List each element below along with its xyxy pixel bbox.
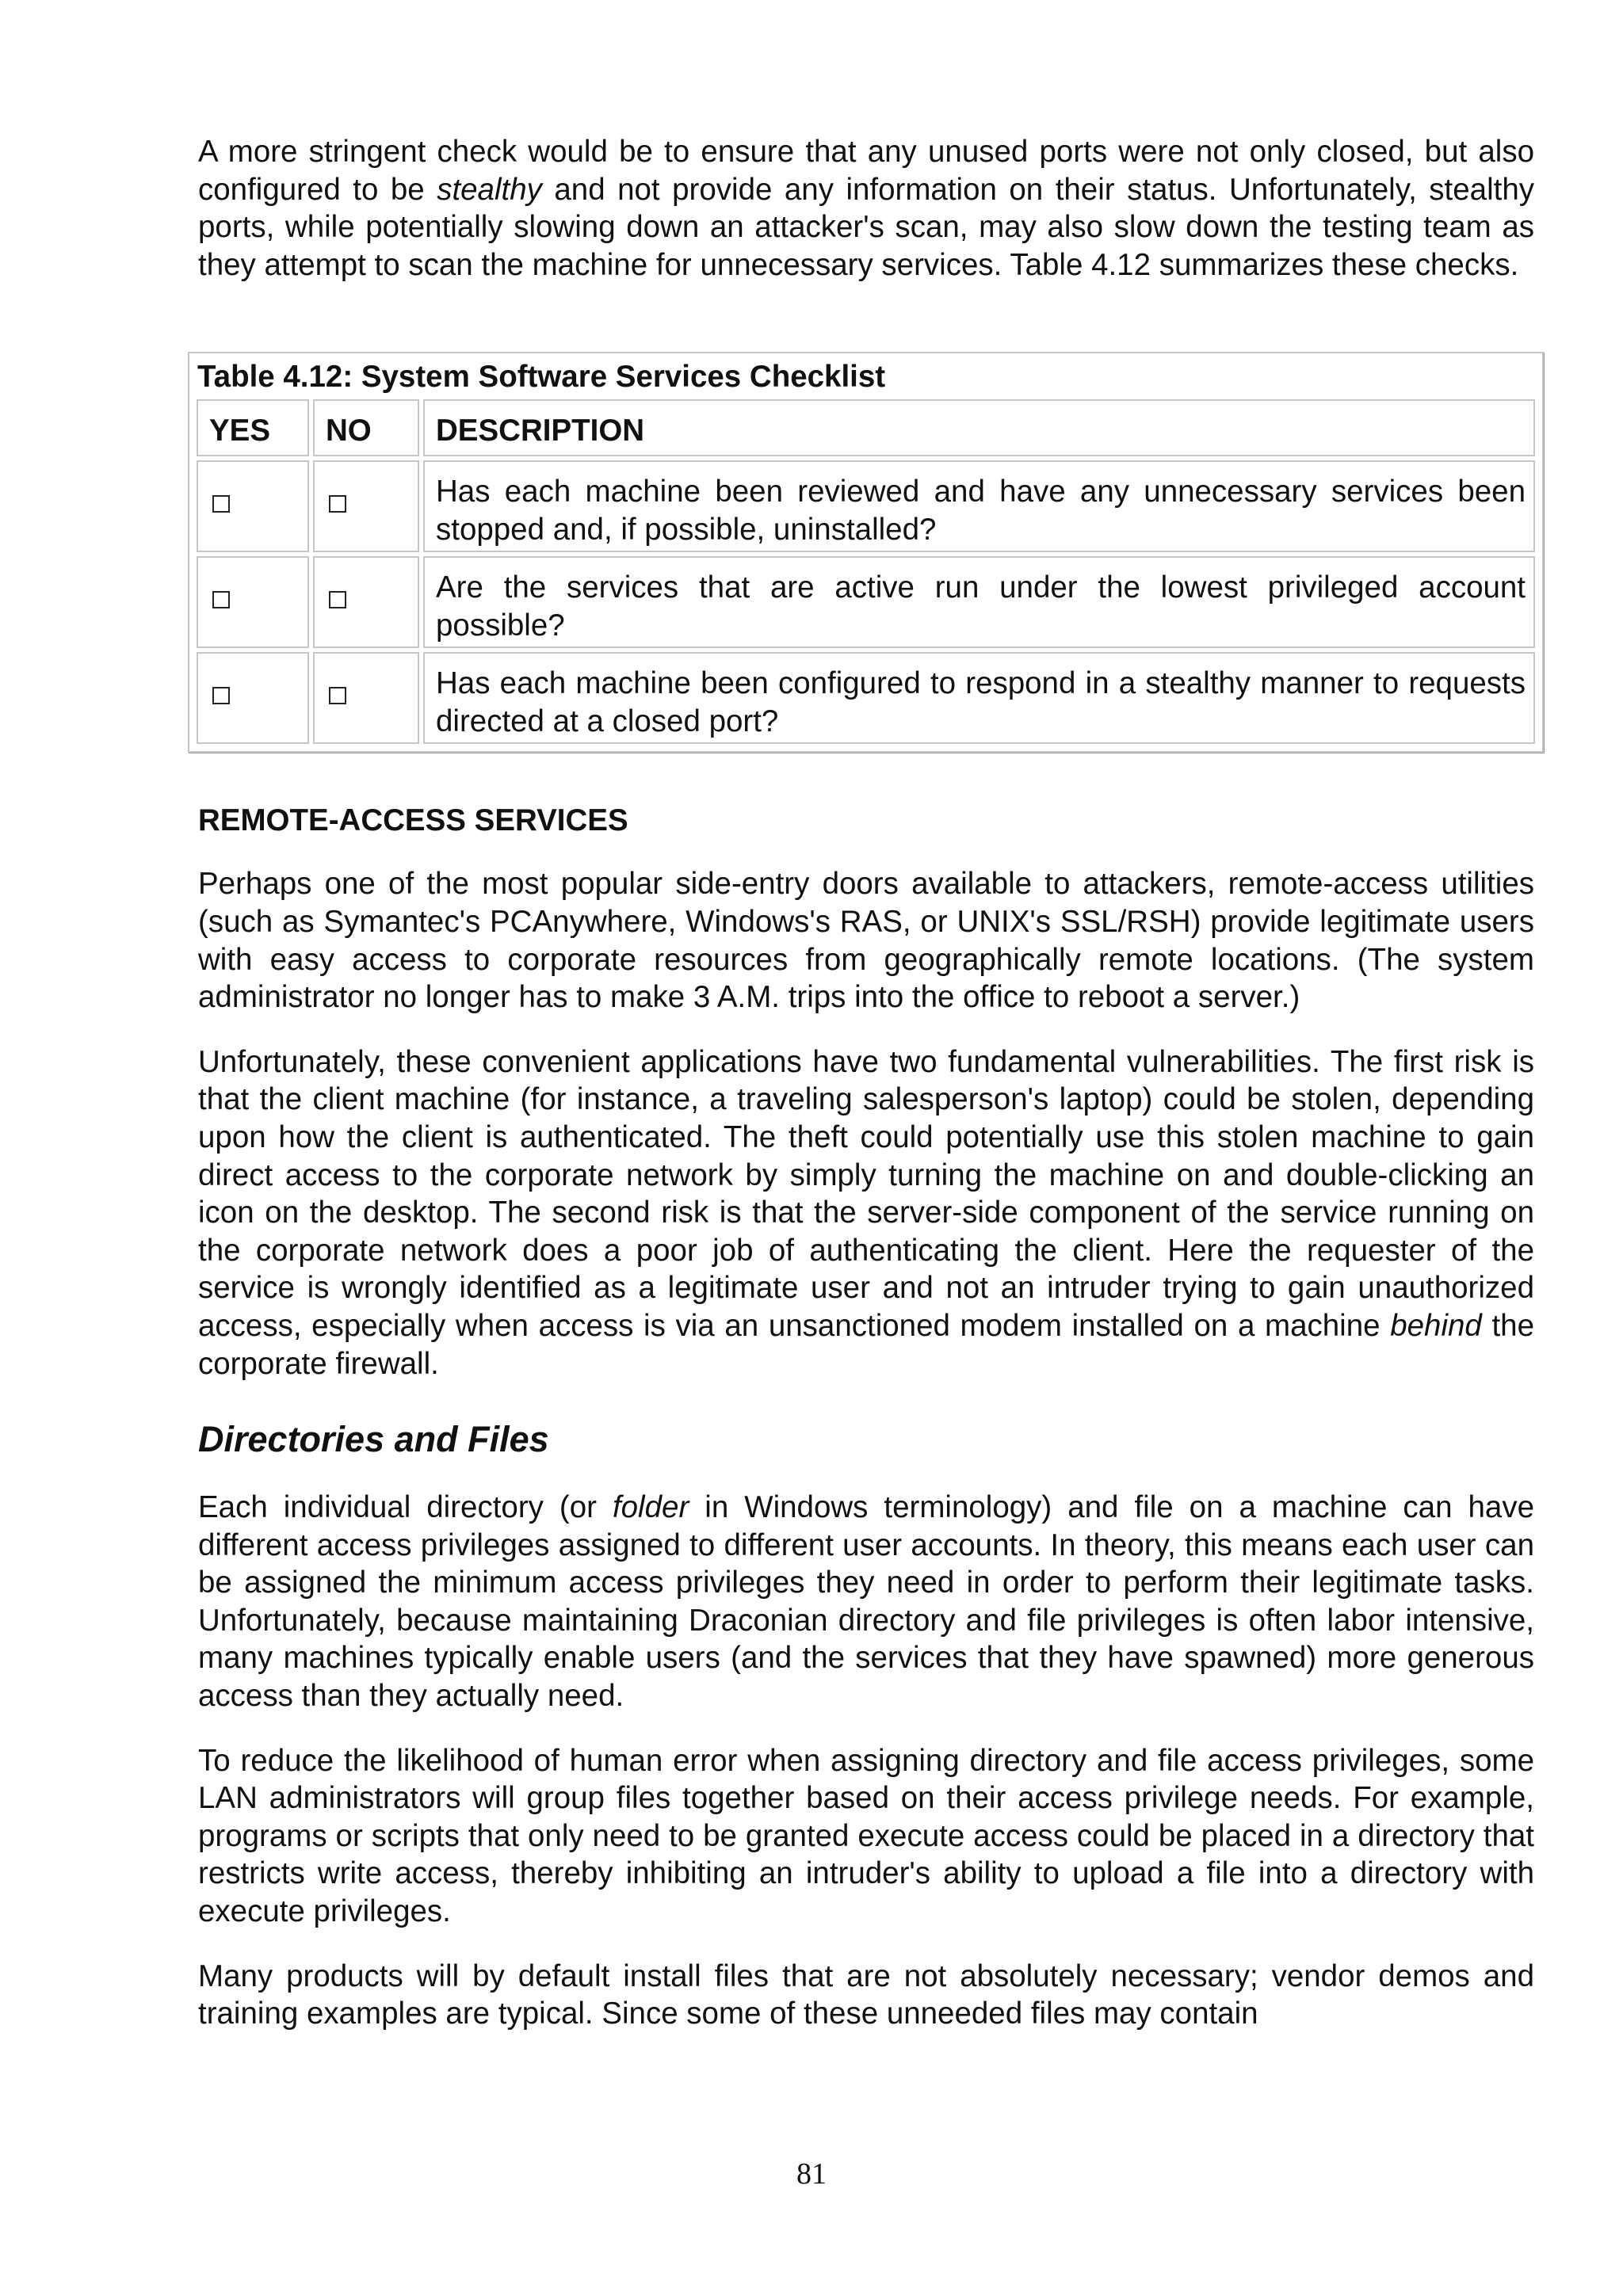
text-span: A more stringent check would be to ensure that any unused ports were not only closed, but also configured to be (198, 135, 1534, 207)
yes-checkbox-icon[interactable] (212, 495, 230, 513)
yes-checkbox-icon[interactable] (212, 687, 230, 704)
document-page (198, 133, 1534, 2033)
intro-paragraph (198, 133, 1534, 284)
no-checkbox-icon[interactable] (329, 591, 346, 608)
text-span: and not provide any information on their status. Unfortunately, stealthy ports, while potentially slowing down an attacker's scan, may also slow down the testing team as they attempt to scan the machine for unnecessary services. Table 4.12 summarizes these checks. (198, 172, 1534, 282)
paragraph-gap (198, 1016, 1534, 1043)
directories-paragraph-2: To reduce the likelihood of human error when assigning directory and file access privileges, some LAN administrators will group files together based on their access privilege needs. For example, programs or scripts that only need to be granted execute access could be placed in a directory that restricts write access, thereby inhibiting an intruder's ability to upload a file into a directory with execute privileges. (198, 1743, 1534, 1929)
paragraph-gap (198, 1931, 1534, 1958)
text-span: Unfortunately, these convenient applications have two fundamental vulnerabilities. The first risk is that the client machine (for instance, a traveling salesperson's laptop) could be stolen, depending upon how the client is authenticated. The theft could potentially use this stolen machine to gain direct access to the corporate network by simply turning the machine on and double-clicking an icon on the desktop. The second risk is that the server-side component of the service running on the corporate network does a poor job of authenticating the client. Here the requester of the service is wrongly identified as a legitimate user and not an intruder trying to gain unauthorized access, especially when access is via an unsanctioned modem installed on a machine (198, 1044, 1534, 1343)
text-span: Each individual directory (or (198, 1490, 613, 1525)
header-no: NO (313, 399, 419, 456)
directories-paragraph-3: Many products will by default install files that are not absolutely necessary; vendor demos and training examples are typical. Since some of these unneeded files may contain (198, 1958, 1534, 2031)
remote-access-paragraph-2 (198, 1043, 1534, 1383)
no-cell[interactable] (313, 556, 419, 648)
description-cell: Has each machine been configured to respond in a stealthy manner to requests directed at a closed port? (423, 652, 1535, 744)
checklist-table-container (188, 352, 1544, 753)
no-checkbox-icon[interactable] (329, 495, 346, 513)
yes-cell[interactable] (197, 556, 309, 648)
remote-access-paragraph-1: Perhaps one of the most popular side-entry doors available to attackers, remote-access utilities (such as Symantec's PCAnywhere, Windows's RAS, or UNIX's SSL/RSH) provide legitimate users with easy access to corporate resources from geographically remote locations. (The system administrator no longer has to make 3 A.M. trips into the office to reboot a server.) (198, 867, 1534, 1015)
page-number: 81 (796, 2157, 827, 2191)
table-row (197, 556, 1535, 648)
no-cell[interactable] (313, 652, 419, 744)
yes-cell[interactable] (197, 652, 309, 744)
no-cell[interactable] (313, 460, 419, 552)
table-row (197, 460, 1535, 552)
no-checkbox-icon[interactable] (329, 687, 346, 704)
emphasis-stealthy: stealthy (437, 172, 542, 207)
emphasis-folder: folder (612, 1490, 689, 1525)
yes-cell[interactable] (197, 460, 309, 552)
directories-paragraph-1 (198, 1489, 1534, 1715)
description-cell: Are the services that are active run under the lowest privileged account possible? (423, 556, 1535, 648)
subsection-heading-directories: Directories and Files (198, 1419, 549, 1460)
header-description: DESCRIPTION (423, 399, 1535, 456)
header-yes: YES (197, 399, 309, 456)
text-span: in Windows terminology) and file on a machine can have different access privileges assigned to different user accounts. In theory, this means each user can be assigned the minimum access privileges they need in order to perform their legitimate tasks. Unfortunately, because maintaining Draconian directory and file privileges is often labor intensive, many machines typically enable users (and the services that they have spawned) more generous access than they actually need. (198, 1490, 1534, 1714)
section-heading-remote-access: REMOTE-ACCESS SERVICES (198, 803, 628, 838)
description-cell: Has each machine been reviewed and have any unnecessary services been stopped and, if possible, uninstalled? (423, 460, 1535, 552)
paragraph-gap (198, 1715, 1534, 1742)
table-caption: Table 4.12: System Software Services Checklist (197, 360, 886, 395)
yes-checkbox-icon[interactable] (212, 591, 230, 608)
table-row (197, 652, 1535, 744)
emphasis-behind: behind (1390, 1308, 1482, 1343)
text-span: the corporate firewall. (198, 1308, 1535, 1381)
table-header-row (197, 399, 1535, 456)
checklist-table (193, 395, 1539, 748)
